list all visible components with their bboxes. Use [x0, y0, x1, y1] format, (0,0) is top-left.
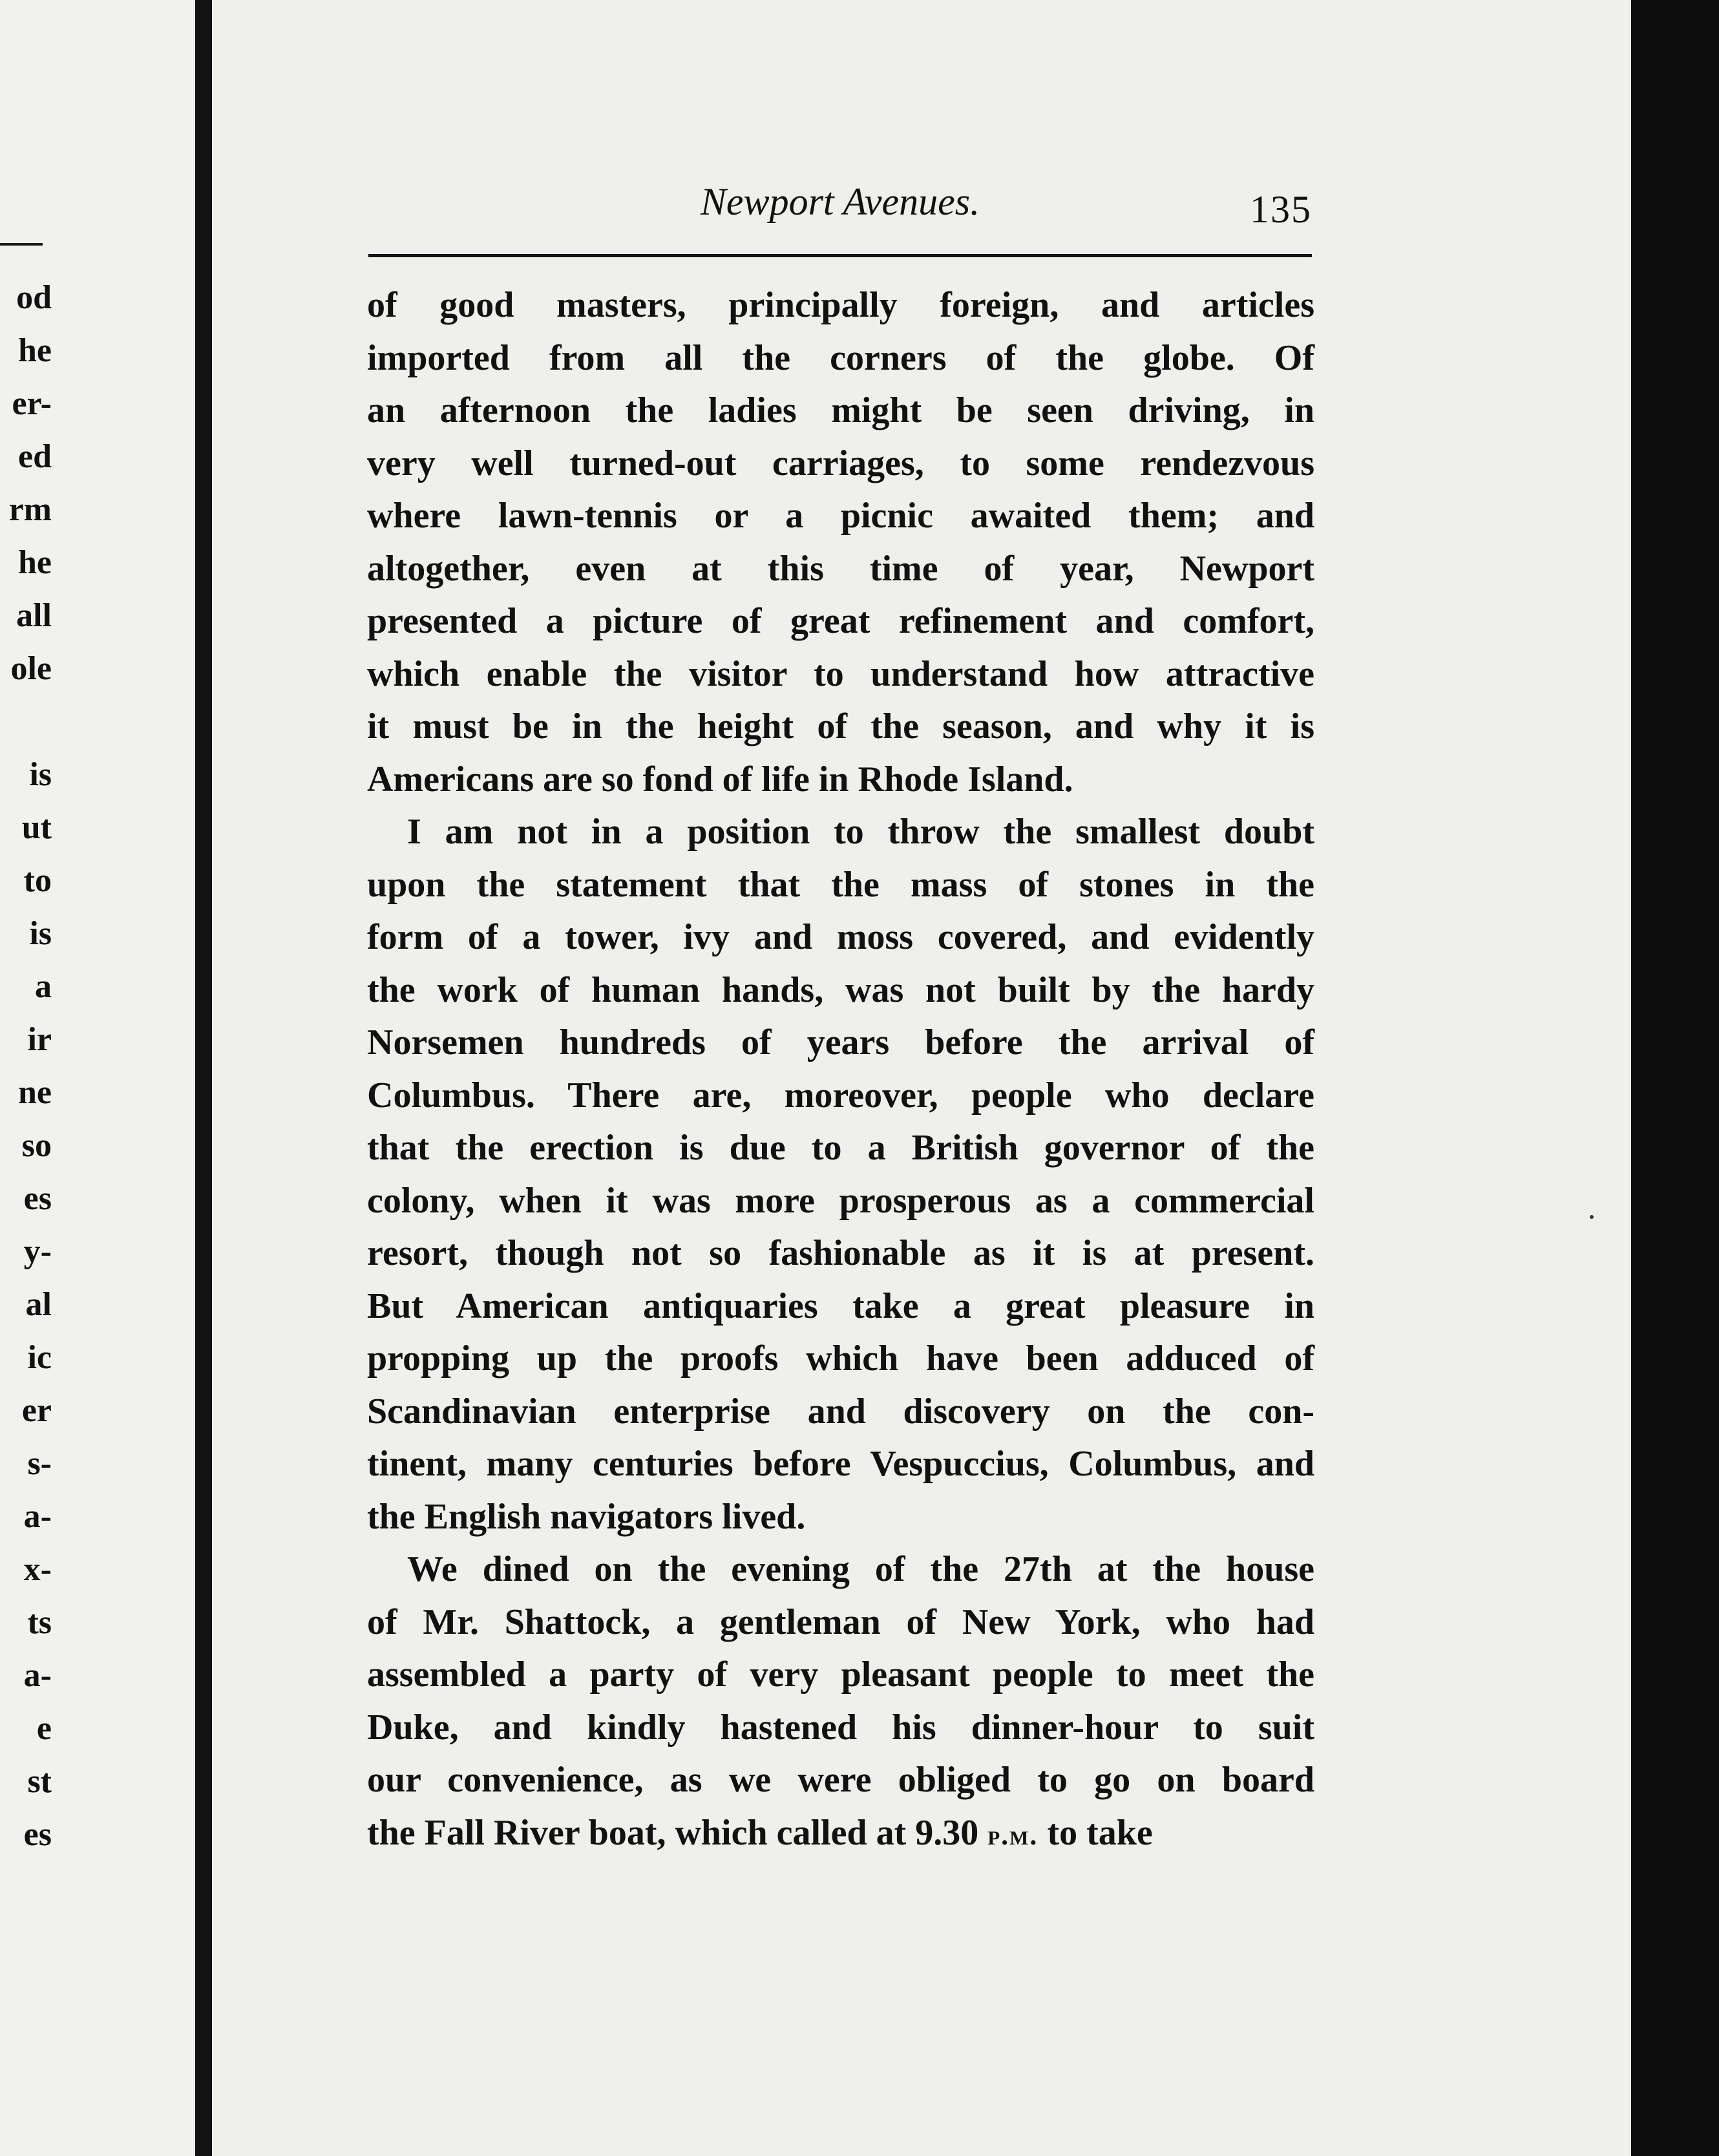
previous-page-fragment: ic — [27, 1339, 52, 1376]
text-line: an afternoon the ladies might be seen driving, in — [367, 390, 1314, 430]
previous-page-fragment: he — [18, 544, 52, 581]
paper-speck — [1590, 1215, 1594, 1219]
previous-page-fragment: od — [16, 279, 52, 316]
previous-page-fragment: a — [35, 968, 52, 1005]
previous-page-fragment: is — [29, 756, 52, 793]
text-line: colony, when it was more prosperous as a commercial — [367, 1180, 1314, 1221]
previous-page-fragment: er- — [12, 385, 52, 422]
text-line: Americans are so fond of life in Rhode Island. — [367, 759, 1073, 799]
previous-page-fragment: ne — [18, 1074, 52, 1111]
text-segment: the Fall River boat, which called at 9.30 — [367, 1812, 988, 1853]
previous-page-fragment: es — [23, 1180, 52, 1217]
previous-page-fragment: rm — [8, 491, 52, 528]
previous-page-fragment: all — [16, 597, 52, 634]
text-line: imported from all the corners of the globe. Of — [367, 337, 1314, 378]
previous-page-fragment: ts — [27, 1604, 52, 1641]
text-line: Duke, and kindly hastened his dinner-hour to suit — [367, 1707, 1314, 1748]
previous-page-fragment: a- — [23, 1498, 52, 1535]
text-segment: to take — [1038, 1812, 1153, 1853]
previous-page-fragment: to — [23, 862, 52, 899]
previous-page-fragment: so — [21, 1127, 52, 1164]
text-line: I am not in a position to throw the smallest doubt — [407, 812, 1314, 852]
text-line: assembled a party of very pleasant people to meet the — [367, 1654, 1314, 1695]
text-line: Columbus. There are, moreover, people who declare — [367, 1075, 1314, 1115]
previous-page-text-fragments — [0, 271, 52, 1861]
time-abbreviation: p.m. — [987, 1819, 1039, 1851]
text-line: very well turned-out carriages, to some rendezvous — [367, 443, 1314, 483]
previous-page-fragment: er — [21, 1392, 52, 1429]
paragraph-3-last-line — [367, 1807, 1314, 1860]
previous-page-fragment: st — [27, 1763, 52, 1800]
body-text — [367, 279, 1314, 1859]
previous-page-fragment — [0, 695, 52, 748]
previous-page-fragment: al — [25, 1286, 52, 1323]
previous-page-fragment: he — [18, 332, 52, 369]
paragraph-2 — [367, 806, 1314, 1543]
text-line: the English navigators lived. — [367, 1496, 806, 1537]
previous-page-fragment: s- — [27, 1445, 52, 1482]
previous-page-rule — [0, 243, 43, 246]
text-line: tinent, many centuries before Vespuccius, Columbus, and — [367, 1444, 1314, 1484]
text-line: our convenience, as we were obliged to go on board — [367, 1760, 1314, 1800]
previous-page-fragment: is — [29, 915, 52, 952]
previous-page-fragment: ir — [27, 1021, 52, 1058]
text-line: which enable the visitor to understand how attractive — [367, 653, 1314, 694]
text-line: presented a picture of great refinement and comfort, — [367, 601, 1314, 641]
book-gutter — [195, 0, 212, 2156]
text-line: the work of human hands, was not built by the hardy — [367, 969, 1314, 1010]
text-line: where lawn-tennis or a picnic awaited them; and — [367, 496, 1314, 536]
paragraph-1 — [367, 279, 1314, 806]
text-line: form of a tower, ivy and moss covered, and evidently — [367, 917, 1314, 957]
running-head — [368, 162, 1312, 231]
header-rule — [368, 254, 1312, 257]
previous-page-fragment: y- — [23, 1233, 52, 1270]
text-line: of good masters, principally foreign, and articles — [367, 285, 1314, 325]
text-line: Scandinavian enterprise and discovery on the con- — [367, 1391, 1314, 1432]
previous-page-fragment: x- — [23, 1551, 52, 1588]
previous-page-edge — [0, 0, 195, 2156]
previous-page-fragment: e — [36, 1710, 52, 1747]
text-line: Norsemen hundreds of years before the arrival of — [367, 1022, 1314, 1062]
text-line: that the erection is due to a British governor of the — [367, 1128, 1314, 1168]
text-line: upon the statement that the mass of stones in the — [367, 864, 1314, 905]
previous-page-fragment: ole — [10, 650, 52, 687]
previous-page-fragment: a- — [23, 1657, 52, 1694]
previous-page-fragment: ut — [21, 809, 52, 846]
page-number: 135 — [1250, 188, 1312, 231]
text-line: resort, though not so fashionable as it is at present. — [367, 1233, 1314, 1273]
paragraph-3 — [367, 1543, 1314, 1859]
text-line: of Mr. Shattock, a gentleman of New York, who had — [367, 1601, 1314, 1642]
running-head-title: Newport Avenues. — [700, 180, 980, 223]
text-line: But American antiquaries take a great pleasure in — [367, 1285, 1314, 1326]
previous-page-fragment: es — [23, 1816, 52, 1853]
text-line: We dined on the evening of the 27th at the house — [407, 1549, 1314, 1589]
text-line: altogether, even at this time of year, Newport — [367, 548, 1314, 589]
text-line: it must be in the height of the season, and why it is — [367, 706, 1314, 746]
previous-page-fragment: ed — [18, 438, 52, 475]
text-line: propping up the proofs which have been adduced of — [367, 1338, 1314, 1379]
